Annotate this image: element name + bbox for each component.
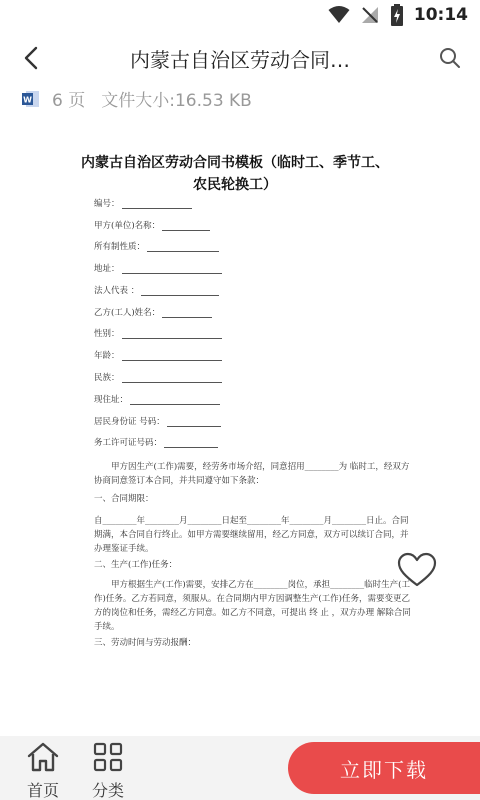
battery-charging-icon [390, 4, 404, 26]
field-work-permit: 务工许可证号码： [94, 436, 218, 448]
svg-text:W: W [23, 95, 32, 104]
doc-title [60, 152, 410, 196]
field-ethnicity: 民族： [94, 371, 222, 383]
field-current-address: 现住址： [94, 393, 220, 405]
nav-category-label: 分类 [92, 781, 125, 800]
heart-icon[interactable] [397, 552, 437, 588]
doc-paragraph-term: 自________年________月________日起至________年________月________日止。合同期满，本合同自行终止。如甲方需要继续留用，经乙方同意，双方可以续订合同，并办理鉴证手续。 [94, 516, 409, 554]
status-icons [328, 4, 468, 26]
field-employer-name: 甲方(单位)名称： [94, 219, 210, 231]
wifi-icon [328, 5, 350, 25]
field-id-number: 居民身份证 号码： [94, 415, 221, 427]
search-icon[interactable] [438, 46, 462, 70]
nav-home-label: 首页 [26, 781, 59, 800]
grid-icon [93, 742, 123, 772]
nav-category[interactable] [92, 742, 124, 800]
field-gender: 性别： [94, 327, 222, 339]
doc-section-1: 一、合同期限： [94, 494, 154, 504]
doc-paragraph-intro: 甲方因生产(工作)需要，经劳务市场介绍，同意招用________为 临时工，经双方协商同意签订本合同，并共同遵守如下条款： [94, 462, 410, 486]
status-time: 10:14 [413, 5, 468, 25]
back-arrow-icon[interactable] [18, 44, 46, 72]
field-address: 地址： [94, 262, 222, 274]
document-preview[interactable] [0, 140, 480, 736]
field-ownership: 所有制性质： [94, 240, 219, 252]
no-signal-icon [360, 5, 380, 25]
home-icon [26, 742, 60, 772]
nav-home[interactable] [26, 742, 60, 800]
doc-title-line2: 农民轮换工） [193, 177, 277, 193]
file-size: 文件大小:16.53 KB [101, 91, 252, 111]
document-meta [22, 86, 252, 111]
doc-title-line1: 内蒙古自治区劳动合同书模板（临时工、季节工、 [81, 155, 389, 171]
field-number: 编号： [94, 197, 192, 209]
doc-section-2: 二、生产(工作)任务： [94, 560, 178, 570]
download-button[interactable]: 立即下载 [288, 742, 480, 794]
doc-section-3: 三、劳动时间与劳动报酬： [94, 638, 197, 648]
bottom-bar [0, 736, 480, 800]
page-title: 内蒙古自治区劳动合同… [130, 48, 350, 72]
header [0, 34, 480, 82]
word-doc-icon [22, 90, 40, 108]
field-worker-name: 乙方(工人)姓名： [94, 306, 212, 318]
doc-paragraph-task: 甲方根据生产(工作)需要，安排乙方在________岗位，承担________临时生产(工作)任务。乙方若同意，须服从。在合同期内甲方因调整生产(工作)任务，需要变更乙方的岗位和任务，需经乙方同意。如乙方不同意，可提出 终 止 ，双方办理 解除合同 手续。 [94, 580, 411, 632]
field-legal-rep: 法人代表 ： [94, 284, 219, 296]
status-bar [0, 0, 480, 32]
field-age: 年龄： [94, 349, 222, 361]
page-count: 6 页 [52, 91, 86, 111]
